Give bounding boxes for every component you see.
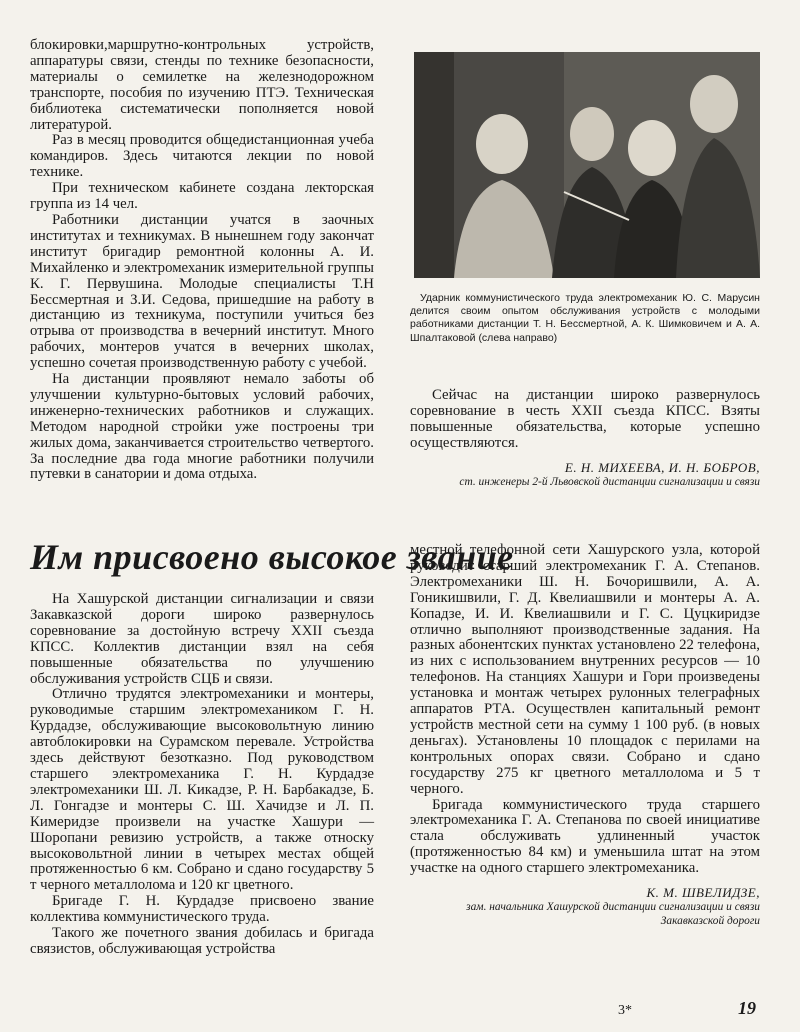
signature-name: Е. Н. МИХЕЕВА, И. Н. БОБРОВ, <box>564 459 760 475</box>
article-bottom-right-column <box>410 543 760 928</box>
article-top-left-column <box>30 38 374 483</box>
photograph-icon <box>414 52 760 278</box>
signature-block <box>410 460 760 490</box>
signature-position: ст. инженеры 2-й Львовской дистанции сигнализации и связи <box>459 475 760 488</box>
photo-caption: Ударник коммунистического труда электромеханик Ю. С. Марусин делится своим опытом обслуживания устройств с молодыми работниками дистанции Т. Н. Бессмертной, А. К. Шимковичем и А. А. Шпалтаковой (слева направо) <box>410 292 760 344</box>
paragraph: Работники дистанции учатся в заочных институтах и техникумах. В нынешнем году закончат институт бригадир ремонтной колонны А. И. Михайленко и электромеханик измерительной группы К. Г. Первушина. Молодые специалисты Т.Н Бессмертная и З.И. Седова, пришедшие на работу в дистанцию из техникума, поступили учиться без отрыва от производства в вечерний институт. Много рабочих, монтеров учатся в вечерних школах, успешно сочетая производственную работу с учебой. <box>30 211 374 372</box>
paragraph: Бригаде Г. Н. Курдадзе присвоено звание коллектива коммунистического труда. <box>30 893 374 926</box>
paragraph: На дистанции проявляют немало заботы об улучшении культурно-бытовых условий рабочих, инженерно-технических работников и служащих. Методом народной стройки уже построены три жилых дома, заканчивается строительство четвертого. За последние два года многие работники получили путевки в санатории и дома отдыха. <box>30 371 374 483</box>
paragraph: При техническом кабинете создана лекторская группа из 14 чел. <box>30 180 374 213</box>
page-number: 19 <box>738 998 756 1018</box>
signature-block <box>410 885 760 928</box>
paragraph: блокировки,маршрутно-контрольных устройств, аппаратуры связи, стенды по технике безопасности, материалы о семилетке на железнодорожном транспорте, пособия по изучению ПТЭ. Техническая библиотека систематически пополняется новой литературой. <box>30 37 374 133</box>
article-headline: Им присвоено высокое звание <box>30 537 514 577</box>
paragraph: Сейчас на дистанции широко развернулось соревнование в честь XXII съезда КПСС. Взяты повышенные обязательства, которые успешно осуществляются. <box>410 387 760 451</box>
photo-illustration <box>414 52 760 278</box>
paragraph: Отлично трудятся электромеханики и монтеры, руководимые старшим электромехаником Г. Н. Курдадзе, обслуживающие высоковольтную линию автоблокировки на Сурамском перевале. Устройства здесь действуют безотказно. Под руководством старшего электромеханика Г. Н. Курдадзе электромеханики Ш. Л. Кикадзе, Р. Н. Барбакадзе, Б. Л. Гонгадзе и монтеры С. Ш. Хачидзе и Л. П. Кимеридзе произвели на участке Хашури — Шоропани ревизию устройств, а также отноcку высоковольтной линии в четырех местах общей протяженностью 6 км. Собрано и сдано государству 5 т черного металлолома и 120 кг цветного. <box>30 686 374 894</box>
signature-position: зам. начальника Хашурской дистанции сигнализации и связи Закавказской дороги <box>466 901 760 927</box>
signature-mark: 3* <box>618 1003 632 1018</box>
signature-name: К. М. ШВЕЛИДЗЕ, <box>646 885 760 901</box>
paragraph: местной телефонной сети Хашурского узла, которой руководит старший электромеханик Г. А. Степанов. Электромеханики Ш. Н. Бочоришвили, А. А. Гоникишвили, Г. Д. Квелиашвили и монтеры А. А. Копадзе, И. И. Квелиашвили и Г. С. Цуцкиридзе отлично выполняют производственные задания. На разных абонентских пунктах установлено 22 телефона, из них с использованием внутренних ресурсов — 10 телефонов. На станциях Хашури и Гори произведены установка и монтаж четырех рулонных телеграфных аппаратов РТА. Осуществлен капитальный ремонт устройств местной сети на сумму 1 100 руб. (в новых деньгах). Установлены 10 площадок с перилами на контрольных опорах связи. Собрано и сдано государству 275 кг цветного металлолома и 5 т черного. <box>410 542 760 797</box>
paragraph: Такого же почетного звания добилась и бригада связистов, обслуживающая устройства <box>30 925 374 957</box>
paragraph: Бригада коммунистического труда старшего электромеханика Г. А. Степанова по своей инициативе стала обслуживать удлиненный участок (протяженностью 84 км) и уменьшила штат на этом участке на одного старшего электромеханика. <box>410 796 760 877</box>
paragraph: Раз в месяц проводится общедистанционная учеба командиров. Здесь читаются лекции по новой технике. <box>30 132 374 181</box>
article-top-right-column <box>410 388 760 489</box>
article-bottom-left-column <box>30 592 374 958</box>
paragraph: На Хашурской дистанции сигнализации и связи Закавказской дороги широко развернулось соревнование за достойную встречу XXII съезда КПСС. Коллектив дистанции взял на себя повышенные обязательства по улучшению обслуживания устройств СЦБ и связи. <box>30 591 374 687</box>
